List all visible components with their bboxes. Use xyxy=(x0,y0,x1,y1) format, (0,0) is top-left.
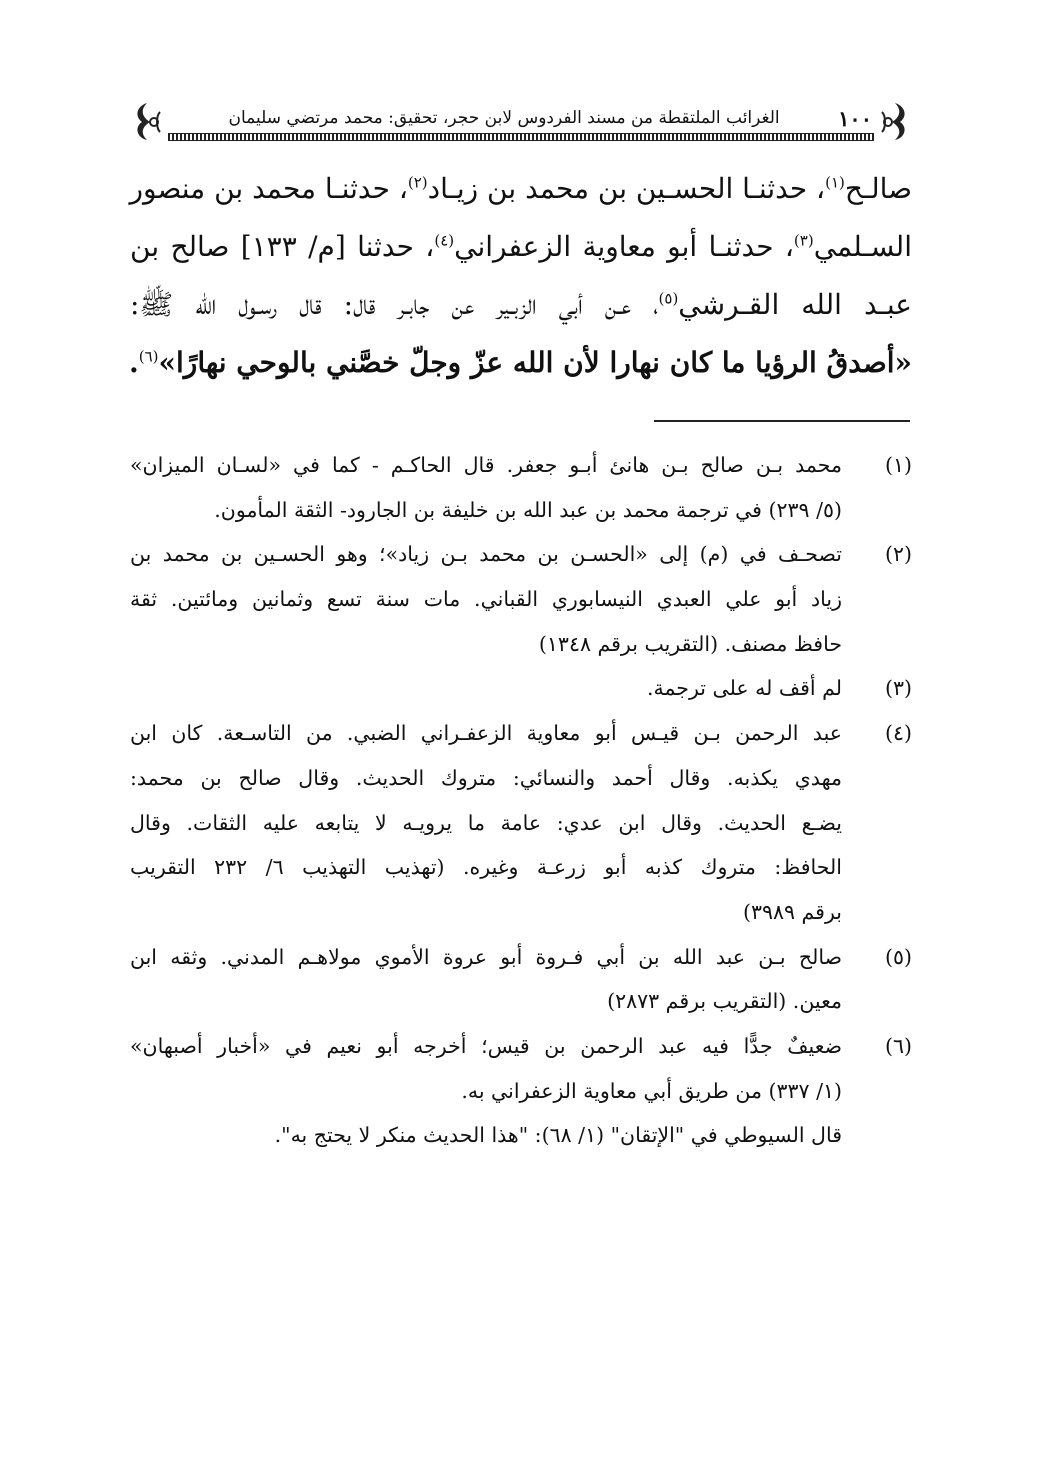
footnote-line xyxy=(130,935,912,980)
footnote-number: (٢) xyxy=(884,542,912,567)
main-text-segment: ، حدثنـا الحسـين بن محمد بن زيـاد xyxy=(427,172,826,205)
left-ornament-icon xyxy=(130,100,164,142)
main-text-segment: السـلمي xyxy=(813,230,912,263)
footnote-line xyxy=(130,577,912,622)
footnote-line xyxy=(130,845,912,890)
footnote-text: حافظ مصنف. (التقريب برقم ١٣٤٨) xyxy=(538,631,842,656)
footnote-line xyxy=(130,622,912,667)
footnote-line xyxy=(130,532,912,577)
footnote-text: عبد الرحمن بـن قيـس أبو معاوية الزعفـراني الضبي. من التاسـعة. كان ابن xyxy=(130,721,842,746)
footnote-number: (٦) xyxy=(884,1033,912,1058)
header-rule xyxy=(168,133,874,141)
footnote-text: (١/ ٣٣٧) من طريق أبي معاوية الزعفراني به. xyxy=(461,1078,842,1103)
running-header xyxy=(130,100,912,142)
footnote-text: صالح بـن عبد الله بن أبي فـروة أبو عروة الأموي مولاهـم المدني. وثقه ابن xyxy=(130,944,842,969)
footnote-line xyxy=(130,756,912,801)
footnote-line xyxy=(130,801,912,846)
footnotes xyxy=(130,443,912,1158)
footnote-text: زياد أبو علي العبدي النيسابوري القباني. مات سنة تسع وثمانين ومائتين. ثقة xyxy=(130,587,842,612)
footnote-number: (١) xyxy=(884,453,912,477)
footnote-text: (٥/ ٢٣٩) في ترجمة محمد بن عبد الله بن خليفة بن الجارود- الثقة المأمون. xyxy=(214,497,842,522)
footnote-text: مهدي يكذبه. وقال أحمد والنسائي: متروك الحديث. وقال صالح بن محمد: xyxy=(130,765,842,790)
footnote-ref[interactable]: (٣) xyxy=(793,231,814,250)
main-text-segment: عبـد الله القـرشي xyxy=(678,288,912,321)
main-text xyxy=(130,160,912,392)
footnote-ref[interactable]: (٢) xyxy=(407,173,428,192)
footnote-text: محمد بـن صالح بـن هانئ أبـو جعفر. قال الحاكـم - كما في «لسـان الميزان» xyxy=(130,453,842,477)
footnote-text: تصحـف في (م) إلى «الحسـن بن محمد بـن زياد»؛ وهو الحسـين بن محمد بن xyxy=(130,542,842,567)
main-line xyxy=(130,218,912,276)
footnote-line xyxy=(130,443,912,488)
main-text-segment: ، حدثنـا محمد بن منصور xyxy=(129,172,408,205)
footnote-text: برقم ٣٩٨٩) xyxy=(742,899,842,924)
main-text-segment: . xyxy=(128,346,139,379)
main-text-segment: ، حدثنا [م/ ١٣٣] صالح بن xyxy=(130,230,435,263)
footnote-text: لم أقف له على ترجمة. xyxy=(646,676,842,701)
page-number: ١٠٠ xyxy=(838,105,872,131)
footnote-text: معين. (التقريب برقم ٢٨٧٣) xyxy=(607,989,842,1014)
footnote-line xyxy=(130,979,912,1024)
footnote-line xyxy=(130,1113,912,1158)
footnote-number: (٣) xyxy=(884,676,912,701)
right-ornament-icon xyxy=(878,100,912,142)
hadith-text xyxy=(130,334,912,392)
footnote-text: قال السيوطي في "الإتقان" (١/ ٦٨): "هذا الحديث منكر لا يحتج به". xyxy=(274,1123,842,1148)
footnote-ref[interactable]: (٥) xyxy=(658,289,679,308)
main-text-segment: ، حدثنـا أبو معاوية الزعفراني xyxy=(454,230,794,263)
footnote-line xyxy=(130,666,912,711)
main-text-segment: «أصدقُ الرؤيا ما كان نهارا لأن الله عزّ وجلّ خصَّني بالوحي نهارًا» xyxy=(158,346,912,379)
footnote-ref[interactable]: (١) xyxy=(825,173,845,192)
footnote-separator xyxy=(654,420,910,422)
footnote-number: (٥) xyxy=(884,944,912,969)
footnote-ref[interactable]: (٤) xyxy=(434,231,455,250)
footnote-line xyxy=(130,890,912,935)
footnote-number: (٤) xyxy=(884,721,912,746)
footnote-text: الحافظ: متروك كذبه أبو زرعـة وغيره. (تهذيب التهذيب ٦/ ٢٣٢ التقريب xyxy=(130,855,842,880)
footnote-line xyxy=(130,488,912,533)
main-text-segment: ، عـن أبي الزبـير عن جابـر قال: قال رسـول الله ﷺ: xyxy=(130,288,659,321)
running-title: الغرائب الملتقطة من مسند الفردوس لابن حجر، تحقيق: محمد مرتضي سليمان xyxy=(228,108,780,128)
footnote-text: يضـع الحديث. وقال ابن عدي: عامة ما يرويـه لا يتابعه عليه الثقات. وقال xyxy=(130,810,842,835)
footnote-line xyxy=(130,1024,912,1069)
footnote-line xyxy=(130,1069,912,1114)
footnote-line xyxy=(130,711,912,756)
main-line xyxy=(130,160,912,218)
footnote-ref[interactable]: (٦) xyxy=(138,347,159,366)
footnote-text: ضعيفٌ جدًّا فيه عبد الرحمن بن قيس؛ أخرجه أبو نعيم في «أخبار أصبهان» xyxy=(130,1033,842,1058)
main-line xyxy=(130,276,912,334)
main-text-segment: صالـح xyxy=(844,172,912,205)
